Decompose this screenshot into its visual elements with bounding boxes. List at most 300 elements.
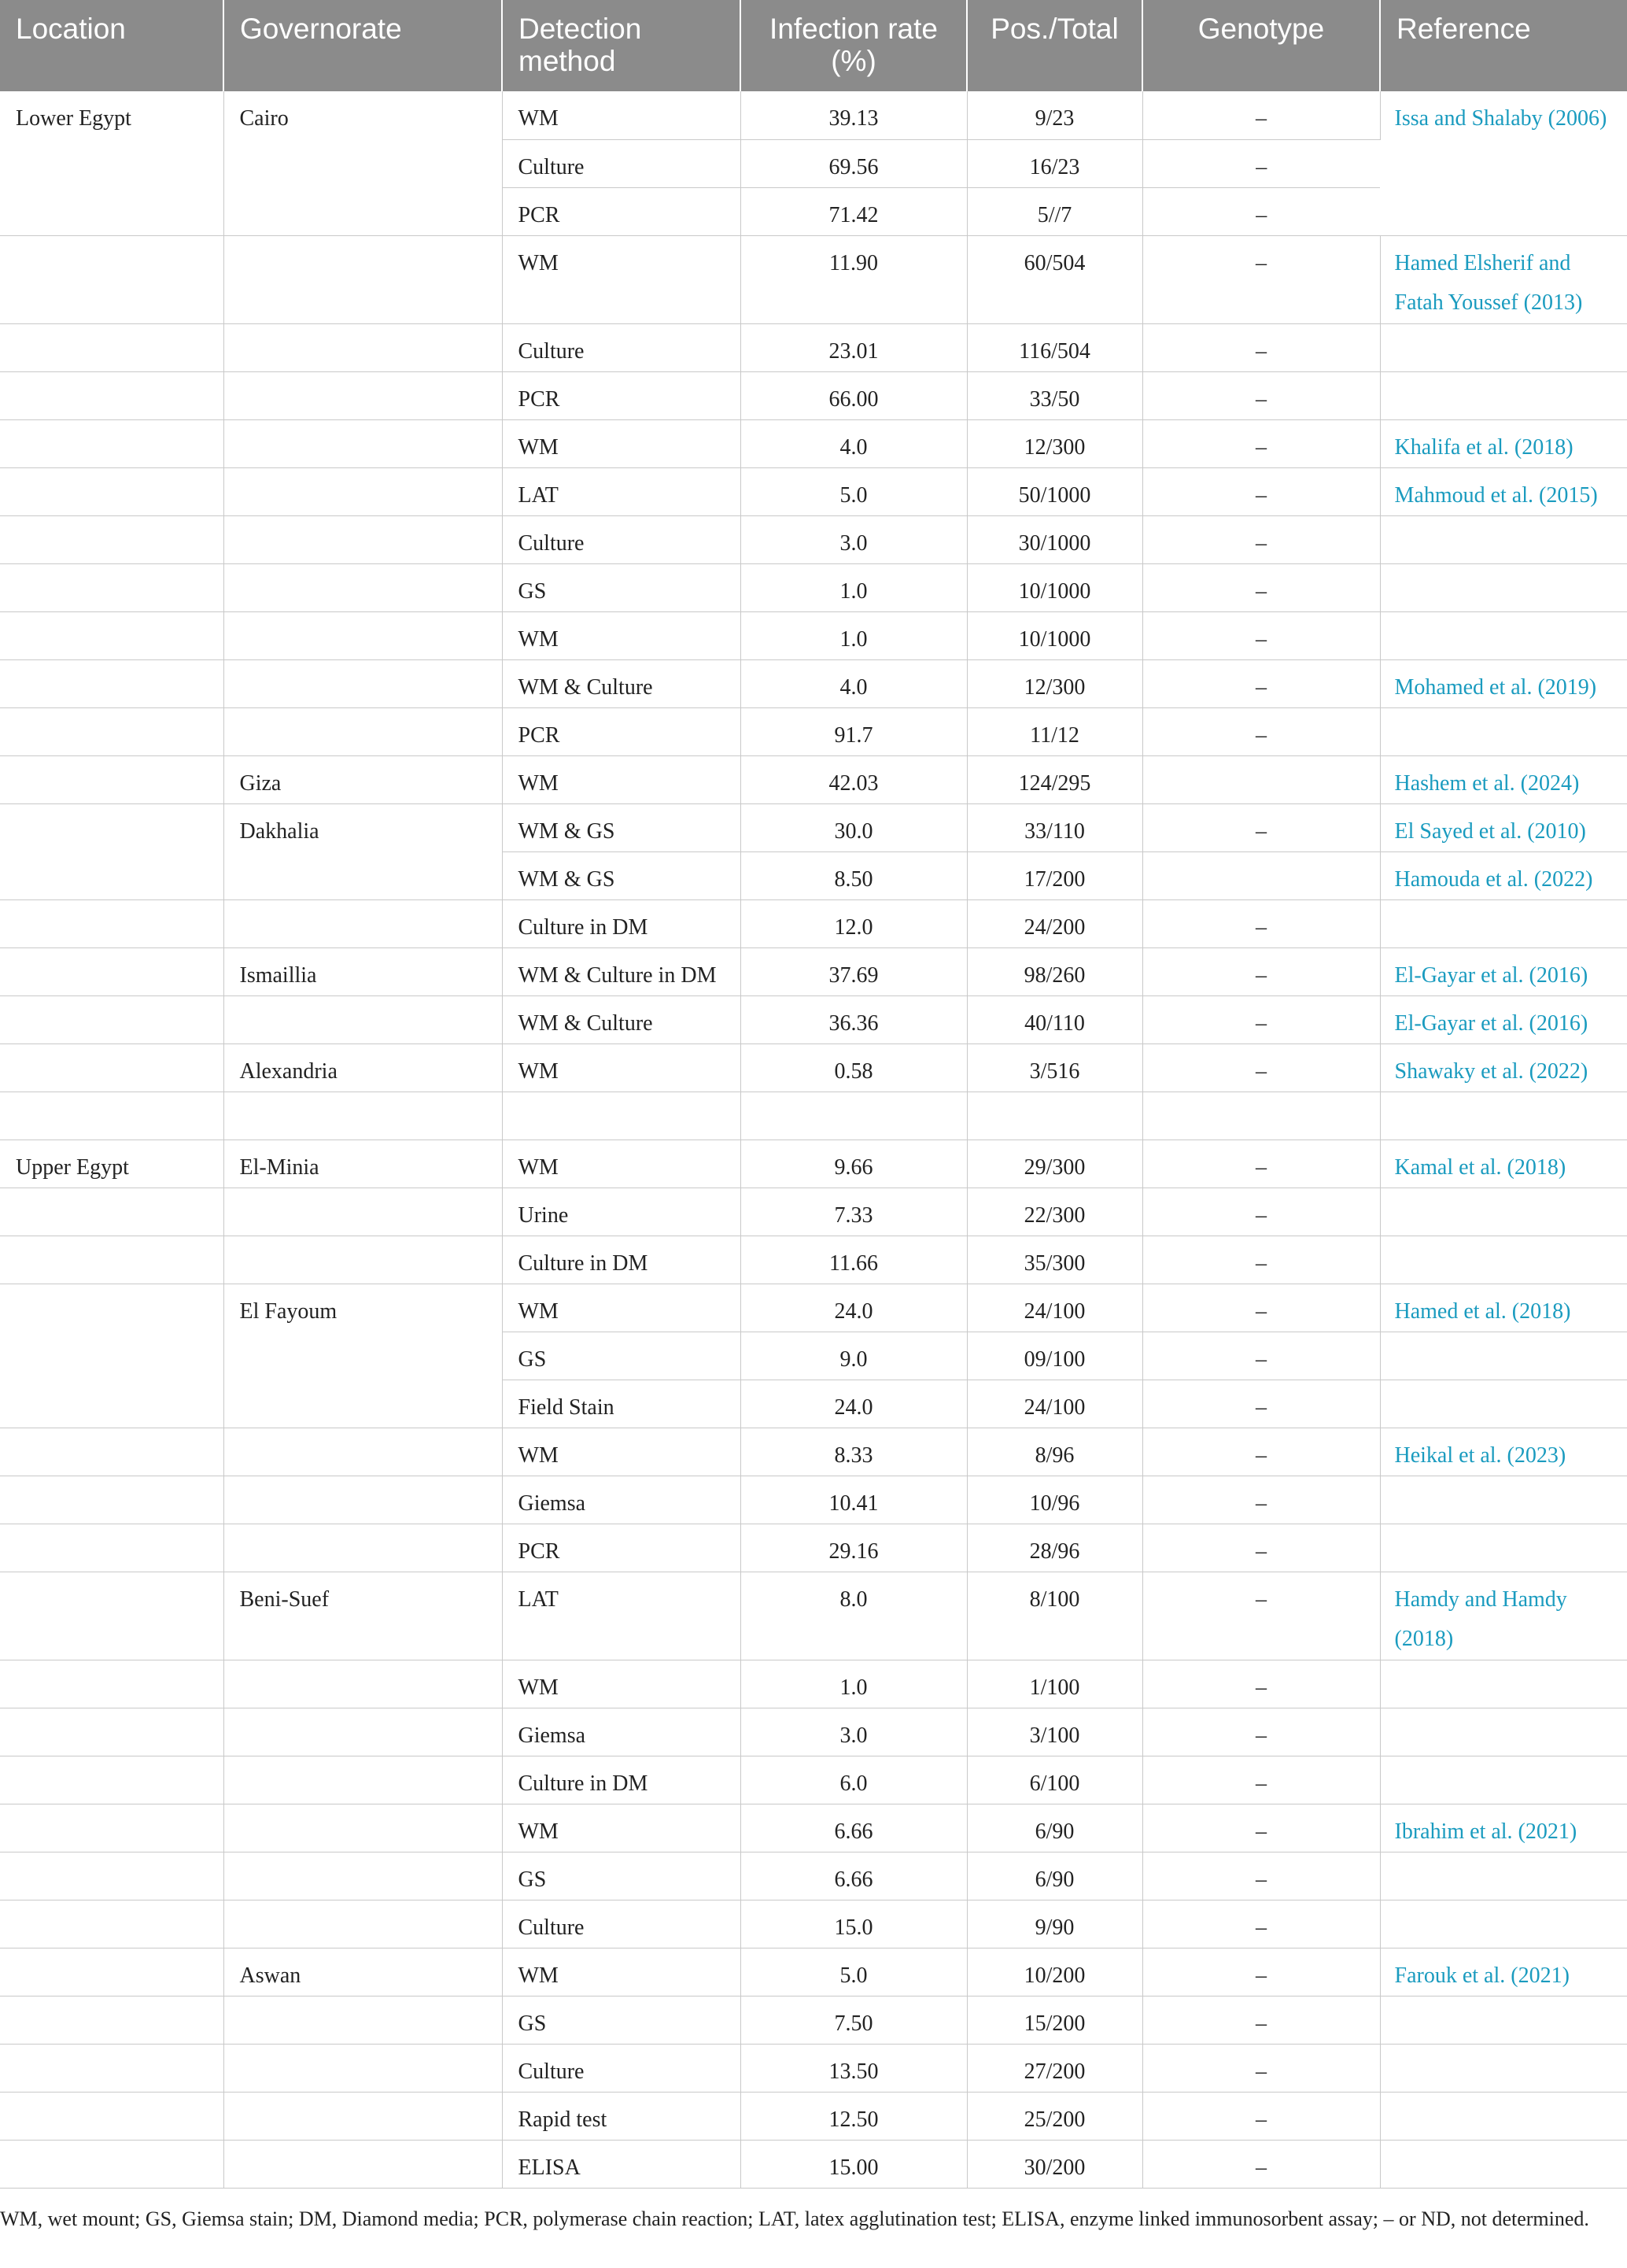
- governorate-cell: [223, 371, 502, 419]
- table-row: [0, 1428, 1627, 1476]
- reference-cell[interactable]: Ibrahim et al. (2021): [1380, 1804, 1627, 1852]
- pos-total-cell: 35/300: [967, 1236, 1142, 1284]
- genotype-cell: –: [1142, 1524, 1380, 1572]
- location-cell: [0, 419, 223, 467]
- governorate-cell: Giza: [223, 755, 502, 803]
- pos-total-cell: 6/90: [967, 1852, 1142, 1900]
- location-cell: [0, 515, 223, 563]
- location-cell: [0, 323, 223, 371]
- location-cell: [0, 611, 223, 659]
- table-row: [0, 1236, 1627, 1284]
- table-row: [0, 91, 1627, 139]
- infection-rate-cell: 6.66: [740, 1804, 967, 1852]
- location-cell: [0, 1476, 223, 1524]
- header-infection-rate: Infection rate (%): [740, 0, 967, 91]
- infection-rate-cell: 8.33: [740, 1428, 967, 1476]
- genotype-cell: –: [1142, 1140, 1380, 1188]
- location-cell: [0, 1708, 223, 1756]
- reference-cell[interactable]: Shawaky et al. (2022): [1380, 1044, 1627, 1092]
- pos-total-cell: [967, 1092, 1142, 1140]
- infection-rate-cell: 1.0: [740, 563, 967, 611]
- location-cell: [0, 2140, 223, 2188]
- method-cell: Culture: [502, 2044, 740, 2092]
- genotype-cell: –: [1142, 611, 1380, 659]
- infection-rate-cell: 8.50: [740, 851, 967, 899]
- table-row: [0, 563, 1627, 611]
- table-row: [0, 1284, 1627, 1332]
- location-cell: [0, 1900, 223, 1948]
- pos-total-cell: 29/300: [967, 1140, 1142, 1188]
- infection-rate-cell: 15.00: [740, 2140, 967, 2188]
- method-cell: Field Stain: [502, 1380, 740, 1428]
- genotype-cell: –: [1142, 1996, 1380, 2044]
- table-row: [0, 2044, 1627, 2092]
- location-cell: [0, 1284, 223, 1428]
- governorate-cell: [223, 2140, 502, 2188]
- governorate-cell: [223, 1236, 502, 1284]
- method-cell: WM: [502, 91, 740, 139]
- location-cell: [0, 1572, 223, 1660]
- governorate-cell: [223, 611, 502, 659]
- method-cell: WM: [502, 1660, 740, 1708]
- infection-rate-cell: 66.00: [740, 371, 967, 419]
- reference-cell: [1380, 1852, 1627, 1900]
- infection-rate-cell: 23.01: [740, 323, 967, 371]
- table-row: [0, 235, 1627, 323]
- reference-cell: [1380, 1756, 1627, 1804]
- infection-rate-cell: 0.58: [740, 1044, 967, 1092]
- infection-rate-cell: 11.66: [740, 1236, 967, 1284]
- reference-cell: [1380, 1524, 1627, 1572]
- pos-total-cell: 9/23: [967, 91, 1142, 139]
- infection-rate-cell: 12.50: [740, 2092, 967, 2140]
- method-cell: Giemsa: [502, 1476, 740, 1524]
- governorate-cell: [223, 1428, 502, 1476]
- table-row: [0, 995, 1627, 1044]
- header-location: Location: [0, 0, 223, 91]
- table-row: [0, 611, 1627, 659]
- pos-total-cell: 10/96: [967, 1476, 1142, 1524]
- table-row: [0, 803, 1627, 851]
- reference-cell[interactable]: Hamed Elsherif and Fatah Youssef (2013): [1380, 235, 1627, 323]
- pos-total-cell: 116/504: [967, 323, 1142, 371]
- infection-rate-cell: 6.66: [740, 1852, 967, 1900]
- governorate-cell: [223, 1660, 502, 1708]
- reference-cell[interactable]: Hashem et al. (2024): [1380, 755, 1627, 803]
- reference-cell[interactable]: Kamal et al. (2018): [1380, 1140, 1627, 1188]
- reference-cell: [1380, 1996, 1627, 2044]
- governorate-cell: [223, 2092, 502, 2140]
- infection-rate-cell: 36.36: [740, 995, 967, 1044]
- location-cell: [0, 2044, 223, 2092]
- reference-cell[interactable]: Farouk et al. (2021): [1380, 1948, 1627, 1996]
- genotype-cell: [1142, 1092, 1380, 1140]
- reference-cell: [1380, 515, 1627, 563]
- infection-rate-cell: 4.0: [740, 659, 967, 707]
- infection-rate-cell: [740, 1092, 967, 1140]
- genotype-cell: –: [1142, 659, 1380, 707]
- governorate-cell: El Fayoum: [223, 1284, 502, 1428]
- reference-cell[interactable]: Hamdy and Hamdy (2018): [1380, 1572, 1627, 1660]
- infection-rate-cell: 8.0: [740, 1572, 967, 1660]
- pos-total-cell: 17/200: [967, 851, 1142, 899]
- infection-rate-cell: 9.66: [740, 1140, 967, 1188]
- governorate-cell: [223, 2044, 502, 2092]
- method-cell: Culture: [502, 1900, 740, 1948]
- infection-rate-cell: 29.16: [740, 1524, 967, 1572]
- method-cell: Culture in DM: [502, 899, 740, 947]
- reference-cell: [1380, 707, 1627, 755]
- reference-cell: [1380, 1092, 1627, 1140]
- genotype-cell: –: [1142, 515, 1380, 563]
- infection-rate-cell: 7.50: [740, 1996, 967, 2044]
- location-cell: [0, 1660, 223, 1708]
- pos-total-cell: 9/90: [967, 1900, 1142, 1948]
- reference-cell: [1380, 2092, 1627, 2140]
- table-row: [0, 1476, 1627, 1524]
- pos-total-cell: 8/96: [967, 1428, 1142, 1476]
- governorate-cell: [223, 1092, 502, 1140]
- table-row: [0, 1900, 1627, 1948]
- reference-cell[interactable]: Heikal et al. (2023): [1380, 1428, 1627, 1476]
- pos-total-cell: 3/100: [967, 1708, 1142, 1756]
- infection-rate-cell: 11.90: [740, 235, 967, 323]
- method-cell: Culture in DM: [502, 1236, 740, 1284]
- genotype-cell: –: [1142, 139, 1380, 187]
- table-row: [0, 899, 1627, 947]
- table-row: [0, 1572, 1627, 1660]
- genotype-cell: –: [1142, 467, 1380, 515]
- reference-cell[interactable]: El Sayed et al. (2010): [1380, 803, 1627, 851]
- method-cell: WM: [502, 1140, 740, 1188]
- table-header: [0, 0, 1627, 91]
- pos-total-cell: 98/260: [967, 947, 1142, 995]
- reference-cell: [1380, 2140, 1627, 2188]
- method-cell: PCR: [502, 187, 740, 235]
- pos-total-cell: 12/300: [967, 659, 1142, 707]
- method-cell: GS: [502, 1332, 740, 1380]
- genotype-cell: –: [1142, 1476, 1380, 1524]
- genotype-cell: [1142, 851, 1380, 899]
- governorate-cell: [223, 515, 502, 563]
- header-genotype: Genotype: [1142, 0, 1380, 91]
- pos-total-cell: 3/516: [967, 1044, 1142, 1092]
- pos-total-cell: 10/200: [967, 1948, 1142, 1996]
- table-row: [0, 659, 1627, 707]
- table-row: [0, 1092, 1627, 1140]
- governorate-cell: [223, 563, 502, 611]
- pos-total-cell: 10/1000: [967, 611, 1142, 659]
- pos-total-cell: 5//7: [967, 187, 1142, 235]
- genotype-cell: –: [1142, 323, 1380, 371]
- genotype-cell: –: [1142, 235, 1380, 323]
- pos-total-cell: 50/1000: [967, 467, 1142, 515]
- table-footnote: WM, wet mount; GS, Giemsa stain; DM, Diamond media; PCR, polymerase chain reaction; LAT, latex agglutination test; ELISA, enzyme linked immunosorbent assay; – or ND, not determined.: [0, 2207, 1589, 2230]
- governorate-cell: Cairo: [223, 91, 502, 235]
- reference-cell: [1380, 323, 1627, 371]
- governorate-cell: [223, 1756, 502, 1804]
- pos-total-cell: 33/50: [967, 371, 1142, 419]
- method-cell: WM: [502, 755, 740, 803]
- table-body: [0, 91, 1627, 2188]
- location-cell: [0, 1996, 223, 2044]
- reference-cell: [1380, 611, 1627, 659]
- reference-cell[interactable]: Mahmoud et al. (2015): [1380, 467, 1627, 515]
- location-cell: [0, 2092, 223, 2140]
- table-row: [0, 515, 1627, 563]
- reference-cell: [1380, 1188, 1627, 1236]
- infection-rate-cell: 15.0: [740, 1900, 967, 1948]
- pos-total-cell: 24/100: [967, 1380, 1142, 1428]
- table-row: [0, 419, 1627, 467]
- governorate-cell: Aswan: [223, 1948, 502, 1996]
- genotype-cell: –: [1142, 1380, 1380, 1428]
- reference-cell[interactable]: Issa and Shalaby (2006): [1380, 91, 1627, 235]
- genotype-cell: –: [1142, 899, 1380, 947]
- governorate-cell: [223, 1476, 502, 1524]
- pos-total-cell: 10/1000: [967, 563, 1142, 611]
- reference-cell[interactable]: Hamed et al. (2018): [1380, 1284, 1627, 1332]
- reference-cell: [1380, 1476, 1627, 1524]
- location-cell: [0, 1188, 223, 1236]
- reference-cell[interactable]: El-Gayar et al. (2016): [1380, 995, 1627, 1044]
- governorate-cell: El-Minia: [223, 1140, 502, 1188]
- method-cell: WM & GS: [502, 803, 740, 851]
- governorate-cell: [223, 467, 502, 515]
- genotype-cell: –: [1142, 1660, 1380, 1708]
- governorate-cell: Alexandria: [223, 1044, 502, 1092]
- table-row: [0, 707, 1627, 755]
- pos-total-cell: 60/504: [967, 235, 1142, 323]
- infection-rate-cell: 7.33: [740, 1188, 967, 1236]
- genotype-cell: –: [1142, 563, 1380, 611]
- location-cell: Upper Egypt: [0, 1140, 223, 1188]
- method-cell: Culture in DM: [502, 1756, 740, 1804]
- infection-rate-cell: 9.0: [740, 1332, 967, 1380]
- pos-total-cell: 30/1000: [967, 515, 1142, 563]
- pos-total-cell: 1/100: [967, 1660, 1142, 1708]
- table-row: [0, 1044, 1627, 1092]
- governorate-cell: [223, 1996, 502, 2044]
- pos-total-cell: 12/300: [967, 419, 1142, 467]
- method-cell: WM: [502, 1044, 740, 1092]
- pos-total-cell: 15/200: [967, 1996, 1142, 2044]
- location-cell: [0, 563, 223, 611]
- governorate-cell: [223, 1708, 502, 1756]
- pos-total-cell: 09/100: [967, 1332, 1142, 1380]
- location-cell: [0, 1044, 223, 1092]
- governorate-cell: Ismaillia: [223, 947, 502, 995]
- location-cell: [0, 1948, 223, 1996]
- header-detection-method: Detection method: [502, 0, 740, 91]
- method-cell: Culture: [502, 139, 740, 187]
- method-cell: WM: [502, 1428, 740, 1476]
- table-row: [0, 1852, 1627, 1900]
- reference-cell: [1380, 371, 1627, 419]
- governorate-cell: [223, 1804, 502, 1852]
- genotype-cell: –: [1142, 91, 1380, 139]
- table-row: [0, 1188, 1627, 1236]
- reference-cell[interactable]: Mohamed et al. (2019): [1380, 659, 1627, 707]
- table-row: [0, 323, 1627, 371]
- infection-rate-cell: 10.41: [740, 1476, 967, 1524]
- governorate-cell: [223, 1900, 502, 1948]
- method-cell: LAT: [502, 467, 740, 515]
- genotype-cell: [1142, 755, 1380, 803]
- governorate-cell: Beni-Suef: [223, 1572, 502, 1660]
- method-cell: WM: [502, 1948, 740, 1996]
- governorate-cell: [223, 995, 502, 1044]
- pos-total-cell: 40/110: [967, 995, 1142, 1044]
- location-cell: [0, 1428, 223, 1476]
- reference-cell: [1380, 1380, 1627, 1428]
- location-cell: [0, 235, 223, 323]
- pos-total-cell: 33/110: [967, 803, 1142, 851]
- genotype-cell: –: [1142, 1284, 1380, 1332]
- table-row: [0, 947, 1627, 995]
- infection-rate-cell: 69.56: [740, 139, 967, 187]
- infection-rate-cell: 5.0: [740, 467, 967, 515]
- method-cell: [502, 1092, 740, 1140]
- table-row: [0, 1756, 1627, 1804]
- governorate-cell: [223, 1188, 502, 1236]
- reference-cell: [1380, 2044, 1627, 2092]
- method-cell: WM & Culture in DM: [502, 947, 740, 995]
- infection-rate-cell: 24.0: [740, 1380, 967, 1428]
- table-row: [0, 2140, 1627, 2188]
- genotype-cell: –: [1142, 995, 1380, 1044]
- method-cell: ELISA: [502, 2140, 740, 2188]
- method-cell: LAT: [502, 1572, 740, 1660]
- method-cell: WM: [502, 419, 740, 467]
- method-cell: Giemsa: [502, 1708, 740, 1756]
- method-cell: WM: [502, 611, 740, 659]
- genotype-cell: –: [1142, 707, 1380, 755]
- method-cell: Culture: [502, 515, 740, 563]
- pos-total-cell: 24/100: [967, 1284, 1142, 1332]
- method-cell: WM & Culture: [502, 995, 740, 1044]
- table-row: [0, 2092, 1627, 2140]
- table-row: [0, 1996, 1627, 2044]
- header-row: [0, 0, 1627, 91]
- genotype-cell: –: [1142, 947, 1380, 995]
- reference-cell[interactable]: El-Gayar et al. (2016): [1380, 947, 1627, 995]
- location-cell: [0, 1804, 223, 1852]
- header-pos-total: Pos./Total: [967, 0, 1142, 91]
- infection-rate-cell: 6.0: [740, 1756, 967, 1804]
- governorate-cell: [223, 323, 502, 371]
- infection-rate-cell: 24.0: [740, 1284, 967, 1332]
- pos-total-cell: 8/100: [967, 1572, 1142, 1660]
- table-row: [0, 1524, 1627, 1572]
- table-row: [0, 467, 1627, 515]
- infection-rate-cell: 13.50: [740, 2044, 967, 2092]
- method-cell: Rapid test: [502, 2092, 740, 2140]
- reference-cell[interactable]: Hamouda et al. (2022): [1380, 851, 1627, 899]
- reference-cell: [1380, 1900, 1627, 1948]
- governorate-cell: [223, 1852, 502, 1900]
- table-row: [0, 371, 1627, 419]
- location-cell: Lower Egypt: [0, 91, 223, 235]
- infection-rate-cell: 4.0: [740, 419, 967, 467]
- method-cell: WM: [502, 1284, 740, 1332]
- method-cell: WM & Culture: [502, 659, 740, 707]
- pos-total-cell: 30/200: [967, 2140, 1142, 2188]
- infection-rate-cell: 30.0: [740, 803, 967, 851]
- pos-total-cell: 6/100: [967, 1756, 1142, 1804]
- infection-rate-cell: 71.42: [740, 187, 967, 235]
- governorate-cell: [223, 899, 502, 947]
- governorate-cell: [223, 235, 502, 323]
- location-cell: [0, 1236, 223, 1284]
- location-cell: [0, 707, 223, 755]
- method-cell: Culture: [502, 323, 740, 371]
- infection-rate-cell: 3.0: [740, 1708, 967, 1756]
- method-cell: GS: [502, 1996, 740, 2044]
- infection-rate-cell: 5.0: [740, 1948, 967, 1996]
- genotype-cell: –: [1142, 1756, 1380, 1804]
- location-cell: [0, 1756, 223, 1804]
- genotype-cell: –: [1142, 1044, 1380, 1092]
- genotype-cell: –: [1142, 803, 1380, 851]
- governorate-cell: Dakhalia: [223, 803, 502, 899]
- table-row: [0, 1948, 1627, 1996]
- governorate-cell: [223, 659, 502, 707]
- pos-total-cell: 6/90: [967, 1804, 1142, 1852]
- genotype-cell: –: [1142, 187, 1380, 235]
- reference-cell: [1380, 1236, 1627, 1284]
- infection-rate-cell: 1.0: [740, 1660, 967, 1708]
- method-cell: WM & GS: [502, 851, 740, 899]
- location-cell: [0, 371, 223, 419]
- governorate-cell: [223, 1524, 502, 1572]
- genotype-cell: –: [1142, 371, 1380, 419]
- pos-total-cell: 124/295: [967, 755, 1142, 803]
- reference-cell: [1380, 563, 1627, 611]
- table-row: [0, 1140, 1627, 1188]
- method-cell: WM: [502, 1804, 740, 1852]
- pos-total-cell: 16/23: [967, 139, 1142, 187]
- genotype-cell: –: [1142, 2140, 1380, 2188]
- infection-rate-cell: 91.7: [740, 707, 967, 755]
- method-cell: GS: [502, 1852, 740, 1900]
- method-cell: Urine: [502, 1188, 740, 1236]
- location-cell: [0, 1852, 223, 1900]
- genotype-cell: –: [1142, 1236, 1380, 1284]
- reference-cell: [1380, 899, 1627, 947]
- genotype-cell: –: [1142, 1708, 1380, 1756]
- genotype-cell: –: [1142, 1948, 1380, 1996]
- genotype-cell: –: [1142, 1332, 1380, 1380]
- reference-cell: [1380, 1332, 1627, 1380]
- reference-cell: [1380, 1708, 1627, 1756]
- table-row: [0, 1708, 1627, 1756]
- location-cell: [0, 947, 223, 995]
- method-cell: GS: [502, 563, 740, 611]
- reference-cell: [1380, 1660, 1627, 1708]
- genotype-cell: –: [1142, 1804, 1380, 1852]
- infection-rate-cell: 12.0: [740, 899, 967, 947]
- method-cell: PCR: [502, 1524, 740, 1572]
- genotype-cell: –: [1142, 419, 1380, 467]
- genotype-cell: –: [1142, 1572, 1380, 1660]
- method-cell: WM: [502, 235, 740, 323]
- method-cell: PCR: [502, 371, 740, 419]
- genotype-cell: –: [1142, 1852, 1380, 1900]
- method-cell: PCR: [502, 707, 740, 755]
- reference-cell[interactable]: Khalifa et al. (2018): [1380, 419, 1627, 467]
- location-cell: [0, 995, 223, 1044]
